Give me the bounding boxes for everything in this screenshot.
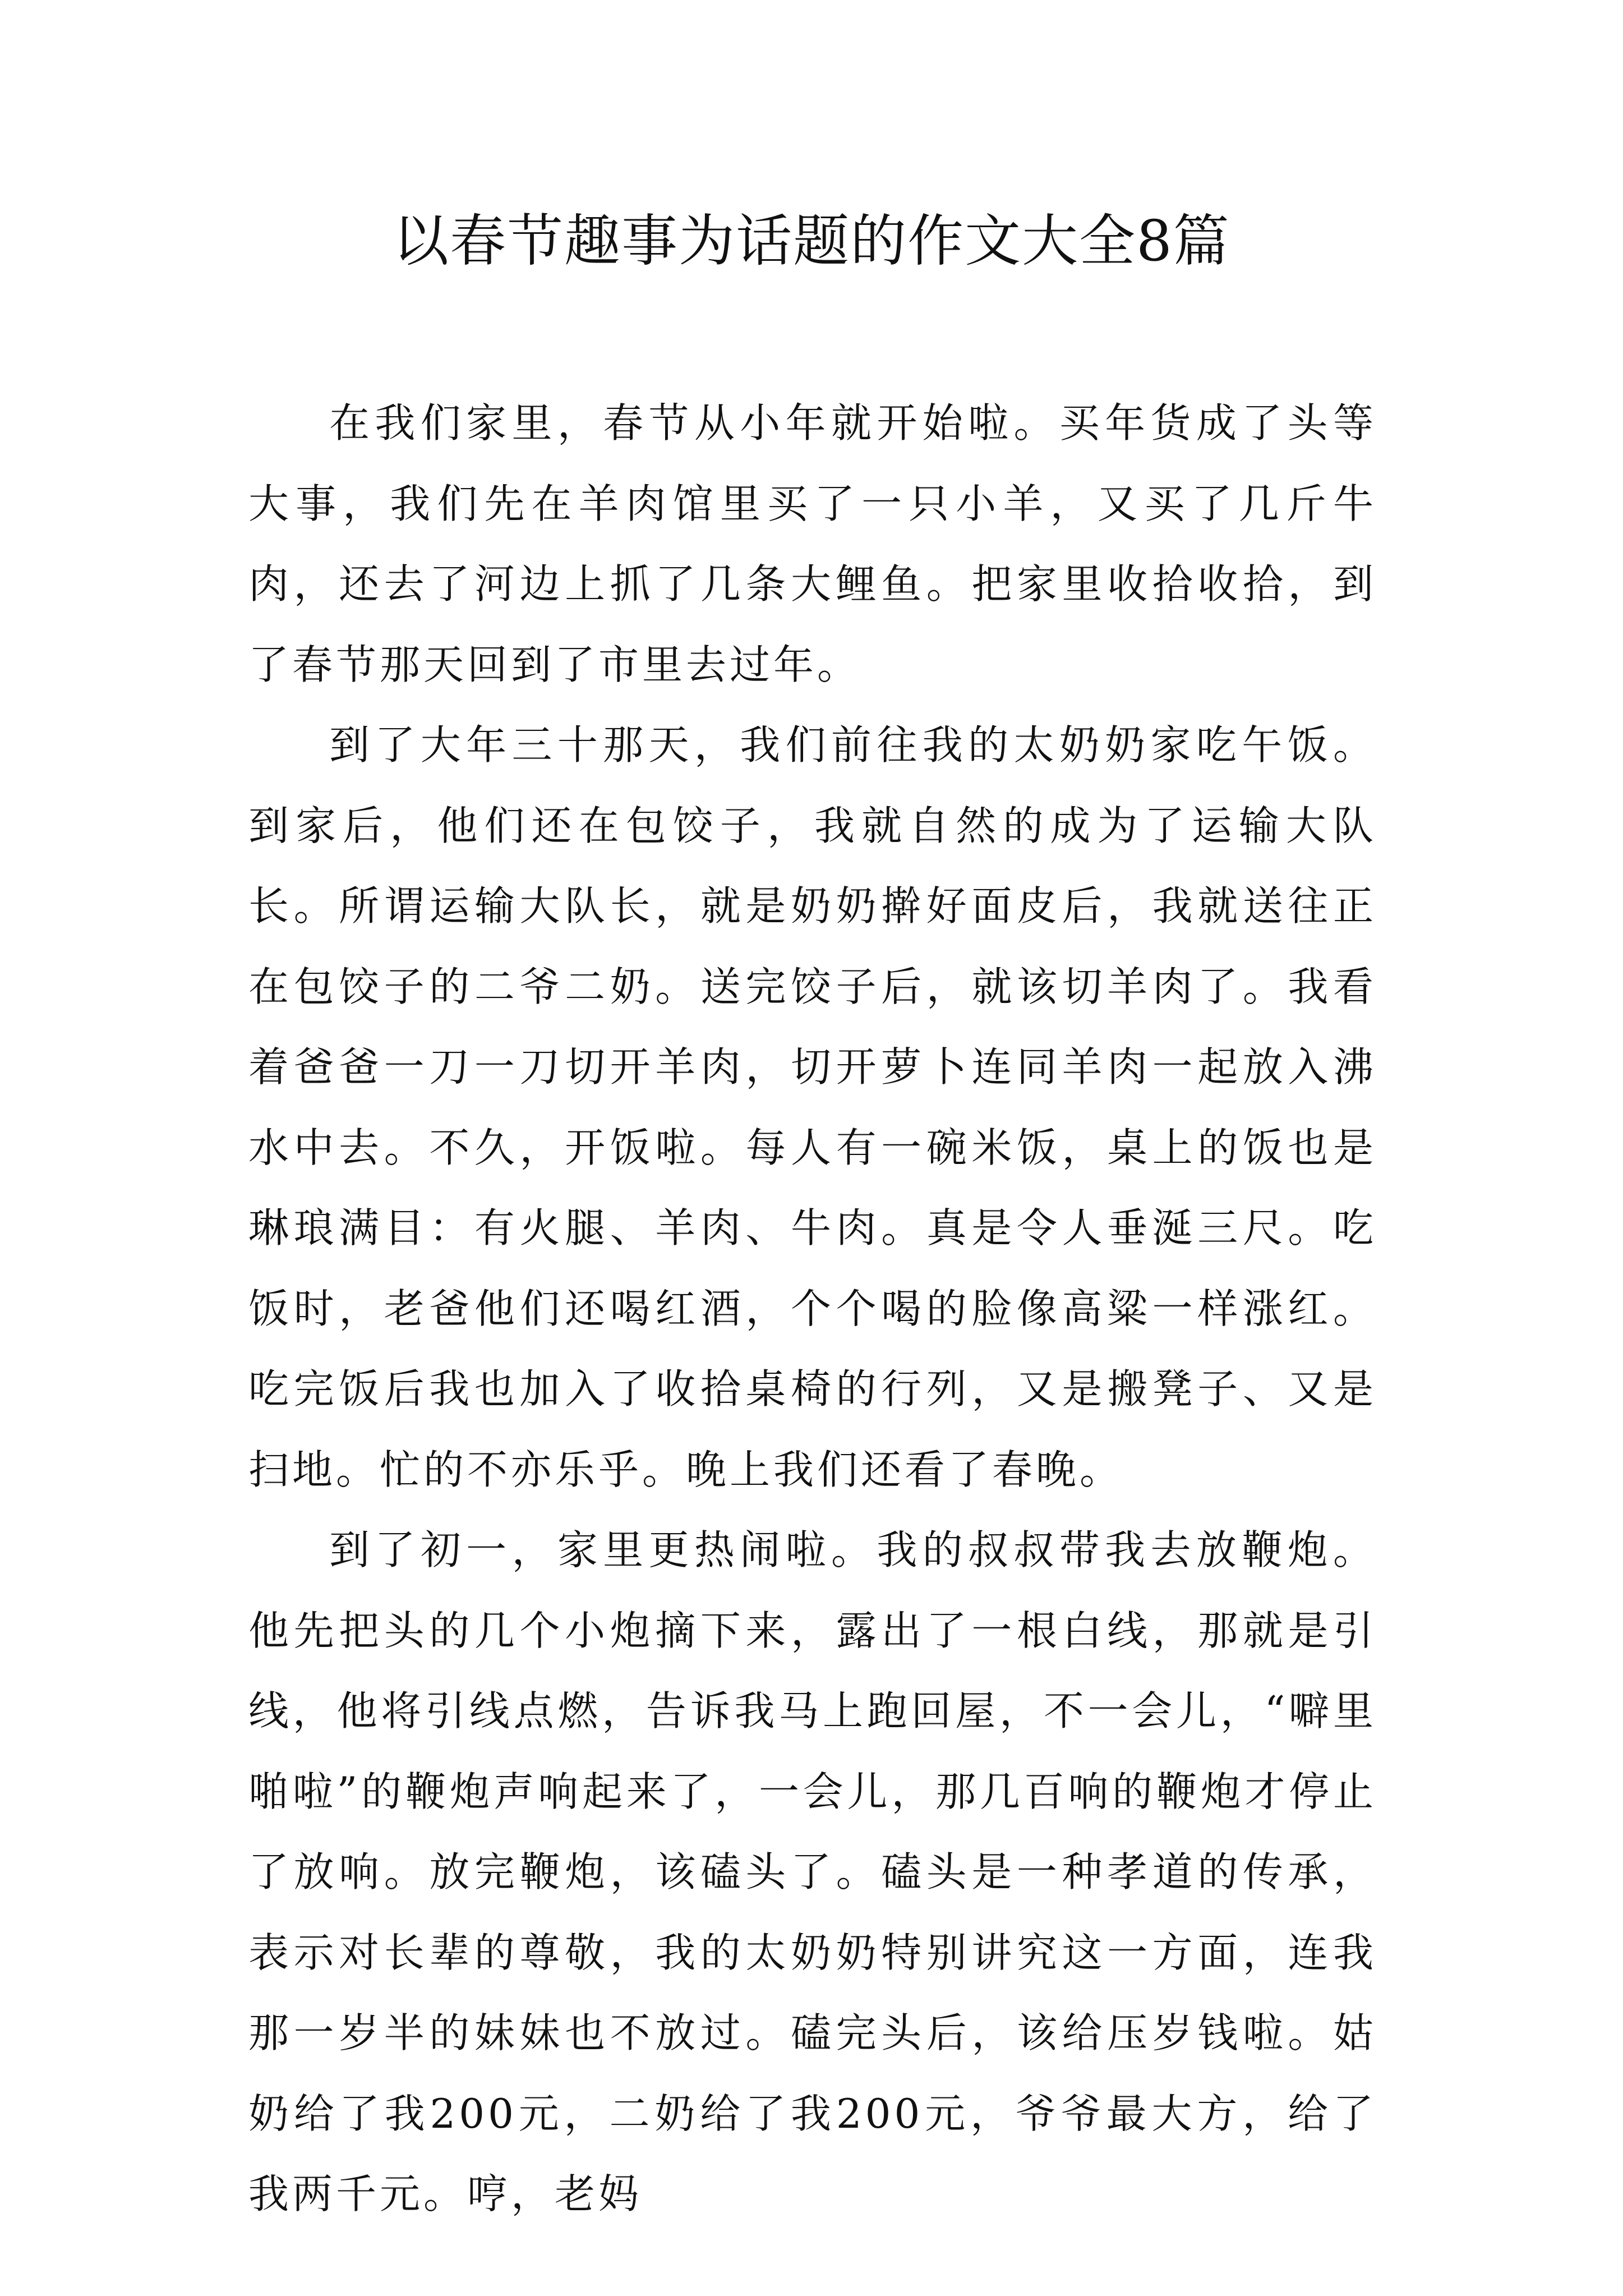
document-title: 以春节趣事为话题的作文大全8篇 (393, 208, 1230, 274)
paragraph-3: 到了初一，家里更热闹啦。我的叔叔带我去放鞭炮。他先把头的几个小炮摘下来，露出了一根白线，那就是引线，他将引线点燃，告诉我马上跑回屋，不一会儿，“噼里啪啦”的鞭炮声响起来了，一会儿，那几百响的鞭炮才停止了放响。放完鞭炮，该磕头了。磕头是一种孝道的传承，表示对长辈的尊敬，我的太奶奶特别讲究这一方面，连我那一岁半的妹妹也不放过。磕完头后，该给压岁钱啦。姑奶给了我200元，二奶给了我200元，爷爷最大方，给了我两千元。哼，老妈 (248, 1526, 1377, 2217)
paragraph-1: 在我们家里，春节从小年就开始啦。买年货成了头等大事，我们先在羊肉馆里买了一只小羊，又买了几斤牛肉，还去了河边上抓了几条大鲤鱼。把家里收拾收拾，到了春节那天回到了市里去过年。 (248, 399, 1377, 688)
paragraph-2: 到了大年三十那天，我们前往我的太奶奶家吃午饭。到家后，他们还在包饺子，我就自然的成为了运输大队长。所谓运输大队长，就是奶奶擀好面皮后，我就送往正在包饺子的二爷二奶。送完饺子后，就该切羊肉了。我看着爸爸一刀一刀切开羊肉，切开萝卜连同羊肉一起放入沸水中去。不久，开饭啦。每人有一碗米饭，桌上的饭也是琳琅满目：有火腿、羊肉、牛肉。真是令人垂涎三尺。吃饭时，老爸他们还喝红酒，个个喝的脸像高粱一样涨红。吃完饭后我也加入了收拾桌椅的行列，又是搬凳子、又是扫地。忙的不亦乐乎。晚上我们还看了春晚。 (248, 721, 1377, 1493)
document-body (248, 383, 1377, 2235)
